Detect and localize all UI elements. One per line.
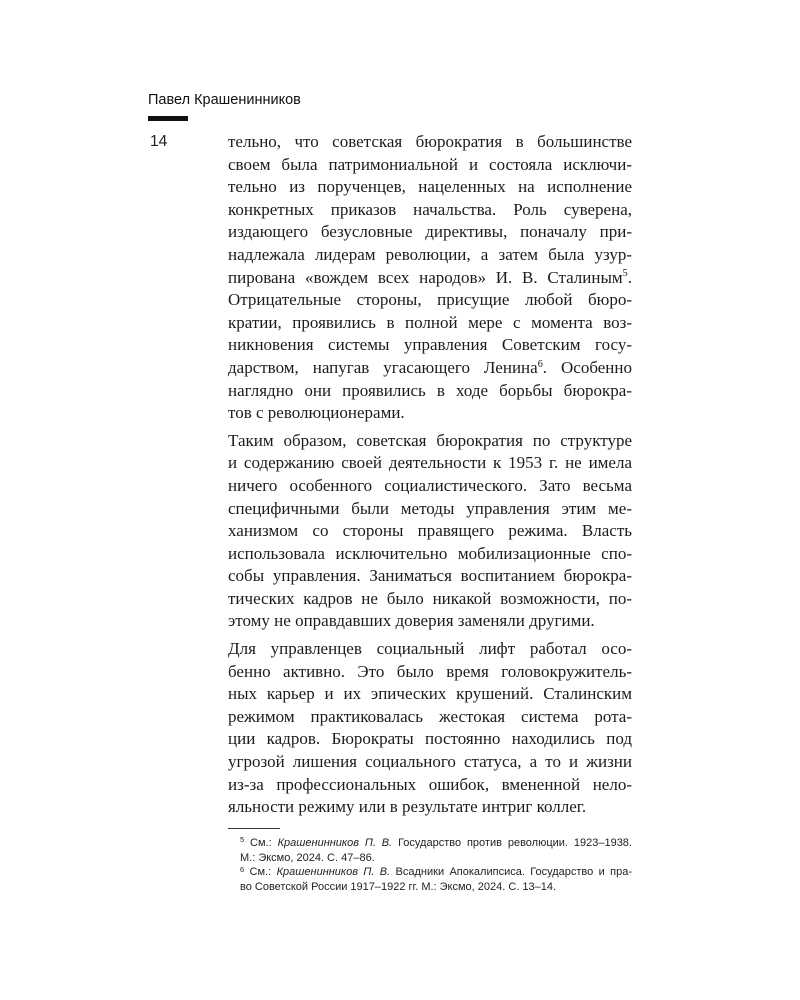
footnote-marker: 5	[240, 835, 245, 845]
text-line: бенно активно. Это было время головокружитель-	[228, 661, 632, 681]
text-line: использовала исключительно мобилизационные спо-	[228, 543, 632, 563]
footnotes	[240, 836, 632, 895]
running-head-bar	[148, 116, 188, 121]
footnote-rule	[228, 828, 280, 829]
body-text	[228, 131, 632, 819]
text-line: Для управленцев социальный лифт работал осо-	[228, 639, 632, 659]
text-line: Отрицательные стороны, присущие любой бюро-	[228, 290, 632, 310]
footnote-prefix: См.:	[249, 866, 272, 879]
footnote-line: М.: Эксмо, 2024. С. 47–86.	[240, 851, 375, 864]
text-line: Таким образом, советская бюрократия по структуре	[228, 430, 632, 450]
text-line: кратии, проявились в полной мере с момента воз-	[228, 312, 632, 332]
paragraph-2	[228, 430, 632, 633]
running-head-author: Павел Крашенинников	[148, 92, 301, 108]
text-line: из-за профессиональных ошибок, вмененной нело-	[228, 774, 632, 794]
footnote-marker: 6	[240, 864, 245, 874]
text-line: ных карьер и их эпических крушений. Сталинским	[228, 684, 632, 704]
text-line: яльности режиму или в результате интриг коллег.	[228, 797, 587, 817]
footnote-author: Крашенинников П. В.	[276, 866, 391, 879]
text-line: ханизмом со стороны правящего режима. Власть	[228, 521, 632, 541]
text-line: угрозой лишения социального статуса, а то и жизни	[228, 752, 632, 772]
text-line: этому не оправдавших доверия заменяли другими.	[228, 611, 595, 631]
text-line: режимом практиковалась жестокая система рота-	[228, 706, 632, 726]
paragraph-3	[228, 638, 632, 819]
text-line: своем была патримониальной и состояла исключи-	[228, 154, 632, 174]
text-line: издающего безусловные директивы, поначалу при-	[228, 222, 632, 242]
text-line: никновения системы управления Советским госу-	[228, 335, 632, 355]
text-line-text: дарством, напугав угасающего Ленина	[228, 357, 538, 377]
text-line	[228, 267, 632, 290]
footnote-line	[240, 865, 632, 880]
text-line-text: . Особенно	[542, 357, 632, 377]
text-line: тельно, что советская бюрократия в большинстве	[228, 132, 632, 151]
text-line: ничего особенного социалистического. Зато весьма	[228, 475, 632, 495]
footnote-ref-6: 6	[537, 358, 543, 370]
text-line: конкретных приказов начальства. Роль суверена,	[228, 199, 632, 219]
text-line: и содержанию своей деятельности к 1953 г. не имела	[228, 453, 632, 473]
text-line-text: .	[627, 267, 632, 287]
paragraph-1	[228, 131, 632, 425]
footnote-text: Всадники Апокалипсиса. Государство и пра-	[395, 866, 633, 879]
text-line: тических кадров не было никакой возможности, по-	[228, 588, 632, 608]
text-line: надлежала лидерам революции, а затем была узур-	[228, 244, 632, 264]
footnote-text: Государство против революции. 1923–1938.	[398, 837, 632, 849]
text-line	[228, 357, 632, 380]
text-line: тов с революционерами.	[228, 403, 405, 423]
footnote-line	[240, 836, 632, 851]
footnote-prefix: См.:	[250, 837, 272, 849]
page-number: 14	[150, 133, 168, 150]
text-line-text: пирована «вождем всех народов» И. В. Сталиным	[228, 267, 623, 287]
footnote-line: во Советской России 1917–1922 гг. М.: Эксмо, 2024. С. 13–14.	[240, 881, 557, 894]
text-line: специфичными были методы управления этим ме-	[228, 498, 632, 518]
footnote-author: Крашенинников П. В.	[277, 837, 393, 849]
text-line: ции кадров. Бюрократы постоянно находились под	[228, 729, 632, 749]
footnote-ref-5: 5	[622, 268, 628, 280]
text-line: тельно из порученцев, нацеленных на исполнение	[228, 177, 632, 197]
text-line: собы управления. Заниматься воспитанием бюрокра-	[228, 566, 632, 586]
text-line: наглядно они проявились в ходе борьбы бюрокра-	[228, 380, 632, 400]
